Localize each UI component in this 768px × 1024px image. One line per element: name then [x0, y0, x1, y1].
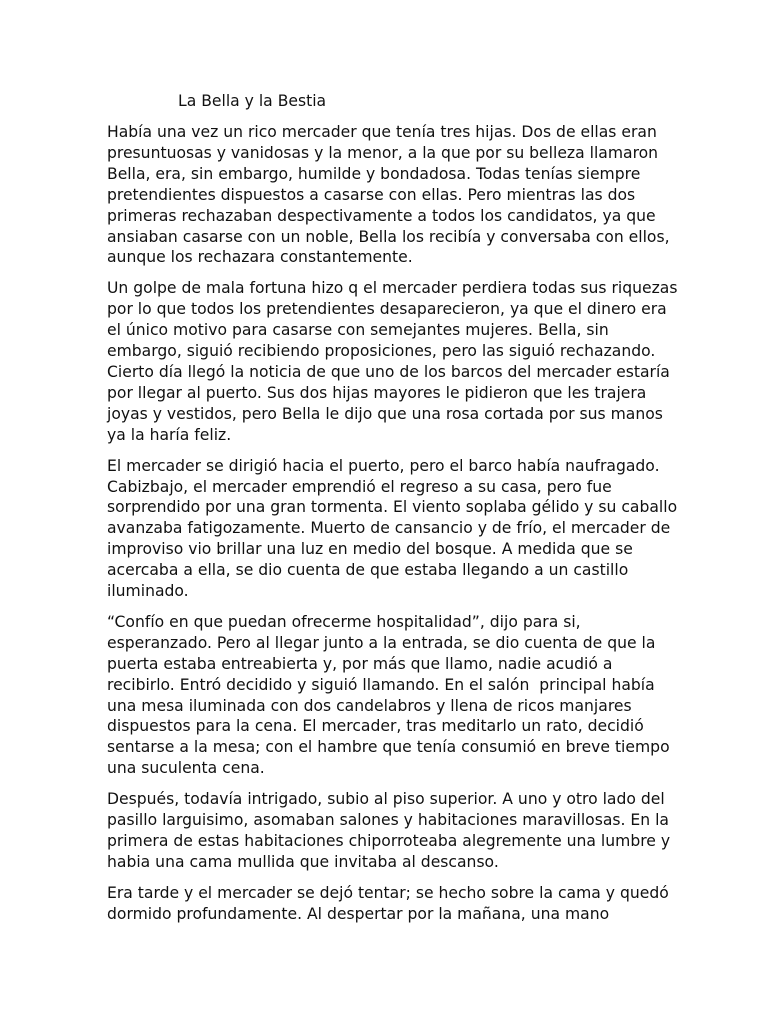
text-line: Bella, era, sin embargo, humilde y bondadosa. Todas tenías siempre [107, 164, 641, 183]
text-line: pretendientes dispuestos a casarse con ellas. Pero mientras las dos [107, 185, 636, 204]
text-line: pasillo larguisimo, asomaban salones y habitaciones maravillosas. En la [107, 811, 669, 830]
text-line: una mesa iluminada con dos candelabros y llena de ricos manjares [107, 696, 632, 715]
text-line: Después, todavía intrigado, subio al piso superior. A uno y otro lado del [107, 790, 665, 809]
text-line: habia una cama mullida que invitaba al descanso. [107, 852, 499, 871]
document-body [107, 122, 678, 935]
text-line: improviso vio brillar una luz en medio del bosque. A medida que se [107, 540, 633, 559]
text-line: “Confío en que puedan ofrecerme hospitalidad”, dijo para si, [107, 612, 581, 631]
text-line: acercaba a ella, se dio cuenta de que estaba llegando a un castillo [107, 561, 629, 580]
text-line: Cabizbajo, el mercader emprendió el regreso a su casa, pero fue [107, 477, 612, 496]
text-line: una suculenta cena. [107, 759, 265, 778]
paragraph [107, 122, 670, 268]
paragraph [107, 278, 678, 445]
document-title: La Bella y la Bestia [178, 92, 327, 110]
text-line: iluminado. [107, 582, 189, 601]
text-line: primera de estas habitaciones chiporroteaba alegremente una lumbre y [107, 832, 671, 850]
text-line: sentarse a la mesa; con el hambre que tenía consumió en breve tiempo [107, 738, 670, 757]
text-line: El mercader se dirigió hacia el puerto, pero el barco había naufragado. [107, 456, 660, 475]
text-line: dormido profundamente. Al despertar por la mañana, una mano [107, 904, 610, 923]
text-line: sorprendido por una gran tormenta. El viento soplaba gélido y su caballo [107, 498, 678, 517]
text-line: ansiaban casarse con un noble, Bella los recibía y conversaba con ellos, [107, 227, 670, 246]
text-line: Un golpe de mala fortuna hizo q el mercader perdiera todas sus riquezas [107, 279, 678, 298]
text-line: aunque los rechazara constantemente. [107, 248, 413, 267]
text-line: por llegar al puerto. Sus dos hijas mayores le pidieron que les trajera [107, 383, 647, 402]
text-line: joyas y vestidos, pero Bella le dijo que una rosa cortada por sus manos [107, 404, 663, 423]
text-line: el único motivo para casarse con semejantes mujeres. Bella, sin [107, 321, 609, 340]
text-line: ya la haría feliz. [107, 425, 232, 444]
text-line: dispuestos para la cena. El mercader, tras meditarlo un rato, decidió [107, 717, 644, 736]
paragraph [107, 789, 671, 873]
text-line: esperanzado. Pero al llegar junto a la entrada, se dio cuenta de que la [107, 633, 656, 652]
text-line: avanzaba fatigozamente. Muerto de cansancio y de frío, el mercader de [107, 519, 671, 538]
text-line: Era tarde y el mercader se dejó tentar; se hecho sobre la cama y quedó [107, 883, 669, 902]
text-line: presuntuosas y vanidosas y la menor, a la que por su belleza llamaron [107, 143, 659, 162]
text-line: puerta estaba entreabierta y, por más que llamo, nadie acudió a [107, 654, 613, 673]
text-line: embargo, siguió recibiendo proposiciones, pero las siguió rechazando. [107, 342, 656, 361]
text-line: primeras rechazaban despectivamente a todos los candidatos, ya que [107, 206, 656, 225]
paragraph [107, 612, 670, 779]
text-line: Había una vez un rico mercader que tenía tres hijas. Dos de ellas eran [107, 123, 657, 141]
paragraph [107, 456, 678, 602]
text-line: por lo que todos los pretendientes desaparecieron, ya que el dinero era [107, 300, 667, 319]
text-line: recibirlo. Entró decidido y siguió llamando. En el salón principal había [107, 675, 655, 694]
text-line: Cierto día llegó la noticia de que uno de los barcos del mercader estaría [107, 362, 670, 381]
paragraph [107, 883, 667, 925]
